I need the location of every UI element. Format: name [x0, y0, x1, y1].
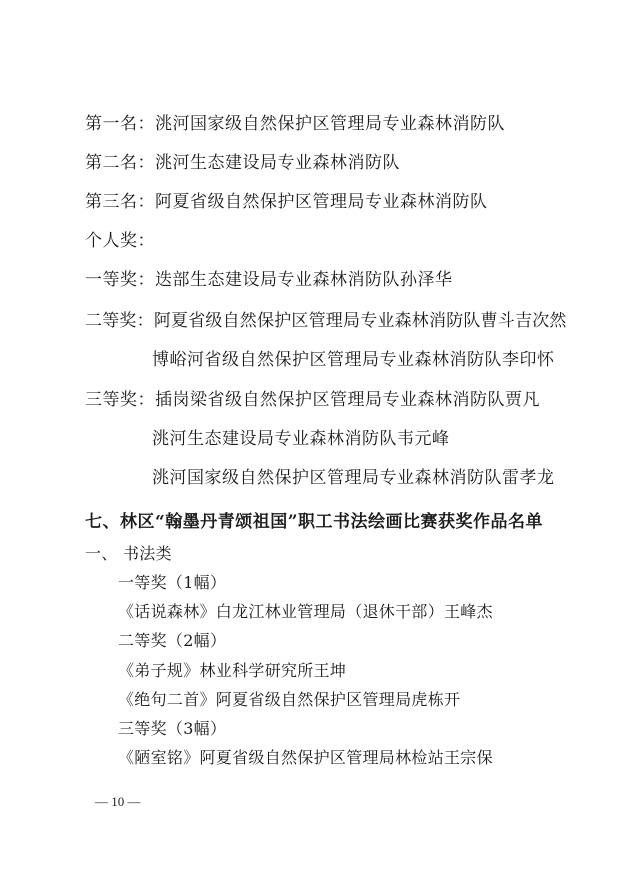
team-award-3-prefix: 第三名：	[85, 192, 155, 212]
team-award-1-text: 洮河国家级自然保护区管理局专业森林消防队	[155, 114, 505, 134]
team-award-1-prefix: 第一名：	[85, 114, 155, 134]
section-heading: 七、林区“翰墨丹青颂祖国”职工书法绘画比赛获奖作品名单	[85, 512, 544, 532]
calligraphy-title: 一、 书法类	[85, 544, 172, 563]
individual-second-prefix: 二等奖：	[85, 311, 154, 331]
individual-third-line-3: 洮河国家级自然保护区管理局专业森林消防队雷孝龙	[152, 468, 555, 488]
individual-title: 个人奖：	[85, 231, 155, 251]
calligraphy-third-prize: 三等奖（3幅）	[118, 719, 227, 738]
individual-first-text: 迭部生态建设局专业森林消防队孙泽华	[155, 270, 453, 290]
calligraphy-first-prize: 一等奖（1幅）	[118, 573, 227, 592]
team-award-3	[85, 194, 488, 211]
team-award-2-prefix: 第二名：	[85, 153, 155, 173]
calligraphy-third-work-1: 《陋室铭》阿夏省级自然保护区管理局林检站王宗保	[118, 748, 493, 767]
calligraphy-second-prize: 二等奖（2幅）	[118, 631, 227, 650]
individual-third-prefix: 三等奖：	[85, 390, 155, 410]
individual-third-line-2: 洮河生态建设局专业森林消防队韦元峰	[152, 429, 450, 449]
page-number: — 10 —	[95, 794, 141, 809]
individual-first	[85, 272, 453, 289]
individual-second	[85, 313, 567, 330]
individual-second-line-2: 博峪河省级自然保护区管理局专业森林消防队李印怀	[152, 350, 555, 370]
individual-first-prefix: 一等奖：	[85, 270, 155, 290]
team-award-2	[85, 155, 400, 172]
calligraphy-first-work-1: 《话说森林》白龙江林业管理局（退休干部）王峰杰	[118, 602, 493, 621]
calligraphy-second-work-1: 《弟子规》林业科学研究所王坤	[118, 661, 347, 680]
team-award-3-text: 阿夏省级自然保护区管理局专业森林消防队	[155, 192, 488, 212]
team-award-2-text: 洮河生态建设局专业森林消防队	[155, 153, 400, 173]
individual-third-line-1: 插岗梁省级自然保护区管理局专业森林消防队贾凡	[155, 390, 540, 410]
individual-second-line-1: 阿夏省级自然保护区管理局专业森林消防队曹斗吉次然	[153, 311, 567, 331]
individual-third	[85, 392, 540, 409]
team-award-1	[85, 116, 505, 133]
calligraphy-second-work-2: 《绝句二首》阿夏省级自然保护区管理局虎栋开	[118, 690, 461, 709]
